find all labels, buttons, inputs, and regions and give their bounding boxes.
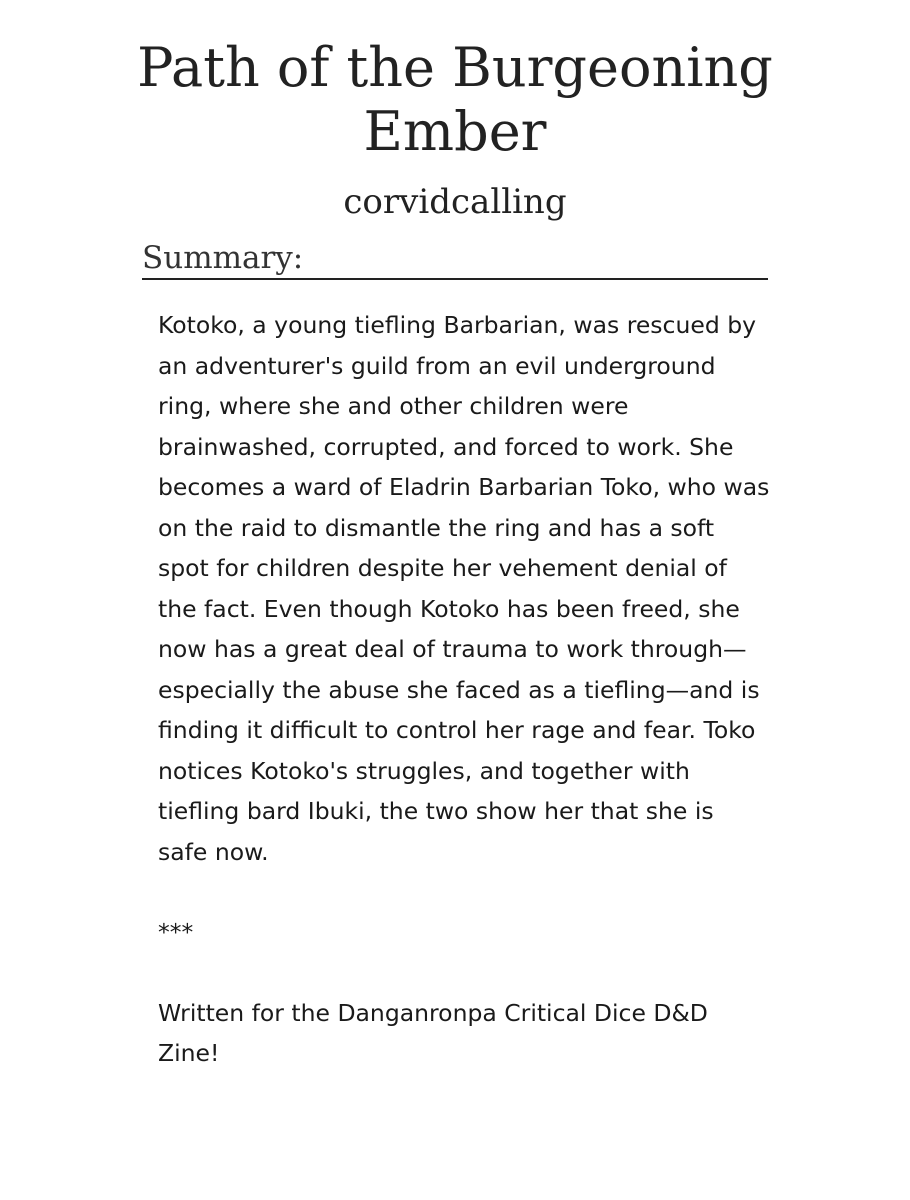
separator-asterisks: *** bbox=[158, 918, 194, 946]
author-name: corvidcalling bbox=[343, 182, 567, 222]
summary-note: Written for the Danganronpa Critical Dice D&D Zine! bbox=[158, 998, 708, 1067]
summary-paragraph: Kotoko, a young tiefling Barbarian, was rescued by an adventurer's guild from an evil underground ring, where she and other children were brainwashed, corrupted, and forced to work. She becomes a ward of Eladrin Barbarian Toko, who was on the raid to dismantle the ring and has a soft spot for children despite her vehement denial of the fact. Even though Kotoko has been freed, she now has a great deal of trauma to work through—especially the abuse she faced as a tiefling—and is finding it difficult to control her rage and fear. Toko notices Kotoko's struggles, and together with tiefling bard Ibuki, the two show her that she is safe now. bbox=[158, 311, 770, 866]
summary-heading: Summary: bbox=[142, 238, 768, 280]
summary-body bbox=[158, 305, 770, 1074]
work-title: Path of the Burgeoning Ember bbox=[137, 36, 773, 163]
